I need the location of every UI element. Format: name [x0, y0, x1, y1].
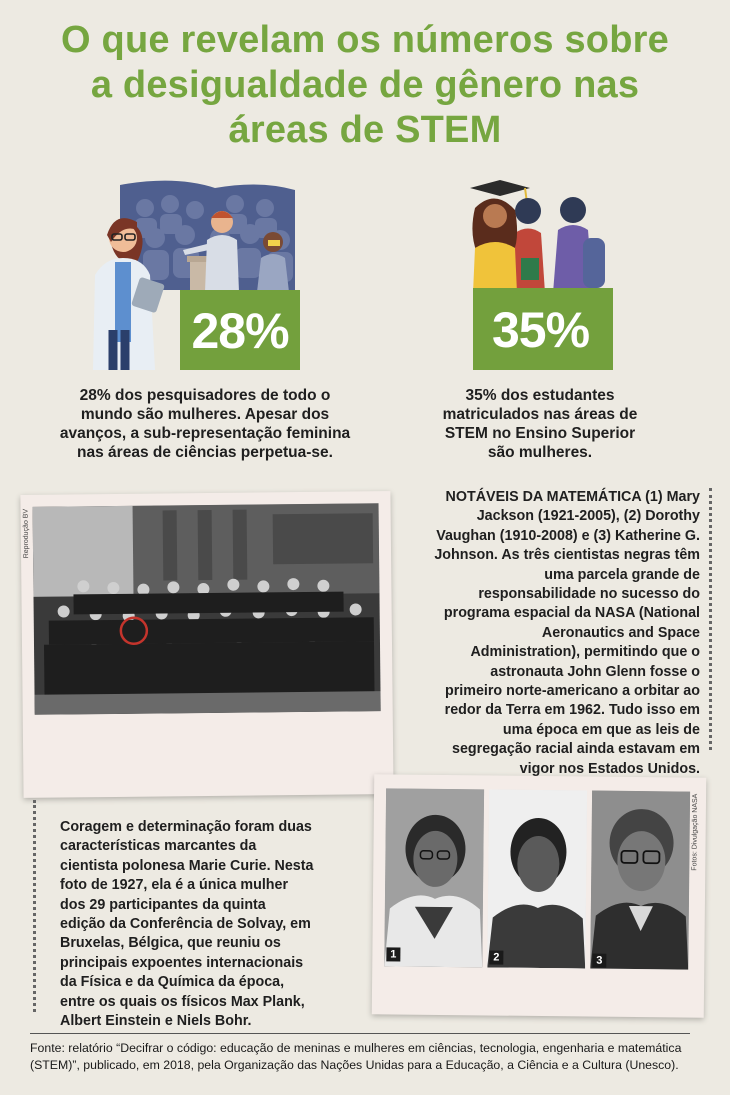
portrait-1-number: 1 [386, 947, 400, 961]
title-line-2: a desigualdade de gênero nas [90, 64, 640, 106]
title-line-3: áreas de STEM [228, 109, 502, 151]
stat1-value: 28% [191, 303, 289, 359]
solvay-photo-credit: Reprodução BV [22, 508, 31, 559]
solvay-photo [33, 503, 381, 715]
portrait-2-image [487, 789, 587, 968]
stat2-value: 35% [491, 302, 590, 358]
solvay-photo-card [20, 491, 393, 798]
portrait-1-image [384, 788, 484, 967]
portrait-mary-jackson [384, 788, 484, 967]
curie-paragraph: Coragem e determinação foram duas características marcantes da cientista polonesa Marie Curie. Nesta foto de 1927, ela é a única mulher dos 29 participantes da quinta edição da Conferência de Solvay, em Bruxelas, Bélgica, que reuniu os principais expoentes internacionais da Física e da Química da época, entre os quais os físicos Max Plank, Albert Einstein e Niels Bohr. [60, 819, 314, 1030]
portrait-3-image [590, 791, 690, 970]
notables-heading: NOTÁVEIS DA MATEMÁTICA [445, 489, 642, 505]
notables-paragraph [432, 488, 700, 779]
source-note: Fonte: relatório “Decifrar o código: educação de meninas e mulheres em ciências, tecnologia, engenharia e matemática (STEM)”, publicado, em 2018, pela Organização das Nações Unidas para a Educação, a Ciência e a Cultura (Unesco). [30, 1041, 682, 1072]
nasa-photo-credit: Fotos: Divulgação NASA [691, 793, 700, 871]
footer-divider [30, 1033, 690, 1034]
stat2-description: 35% dos estudantes matriculados nas áreas de STEM no Ensino Superior são mulheres. [442, 387, 638, 461]
portrait-2-number: 2 [489, 950, 503, 964]
portrait-dorothy-vaughan [487, 789, 587, 968]
stat1-description: 28% dos pesquisadores de todo o mundo são mulheres. Apesar dos avanços, a sub-representação feminina nas áreas de ciências perpetua-se. [59, 387, 351, 461]
notables-dotted-rule [709, 488, 712, 750]
portrait-katherine-johnson [590, 791, 690, 970]
stat2-box [473, 290, 608, 370]
nasa-portraits-card [372, 774, 706, 1017]
curie-dotted-rule [33, 800, 36, 1012]
notables-body: (1) Mary Jackson (1921-2005), (2) Dorothy Vaughan (1910-2008) e (3) Katherine G. Johnson. As três cientistas negras têm uma parcela grande de responsabilidade no sucesso do programa espacial da NASA (National Aeronautics and Space Administration), permitindo que o astronauta John Glenn fosse o primeiro norte-americano a orbitar ao redor da Terra em 1962. Tudo isso em uma época em que as leis de segregação racial ainda estavam em vigor nos Estados Unidos. [434, 489, 700, 777]
solvay-group-photo [33, 503, 381, 715]
title-line-1: O que revelam os números sobre [61, 19, 669, 61]
stat1-box [180, 292, 300, 370]
page-title [0, 18, 730, 153]
portrait-3-number: 3 [592, 954, 606, 968]
